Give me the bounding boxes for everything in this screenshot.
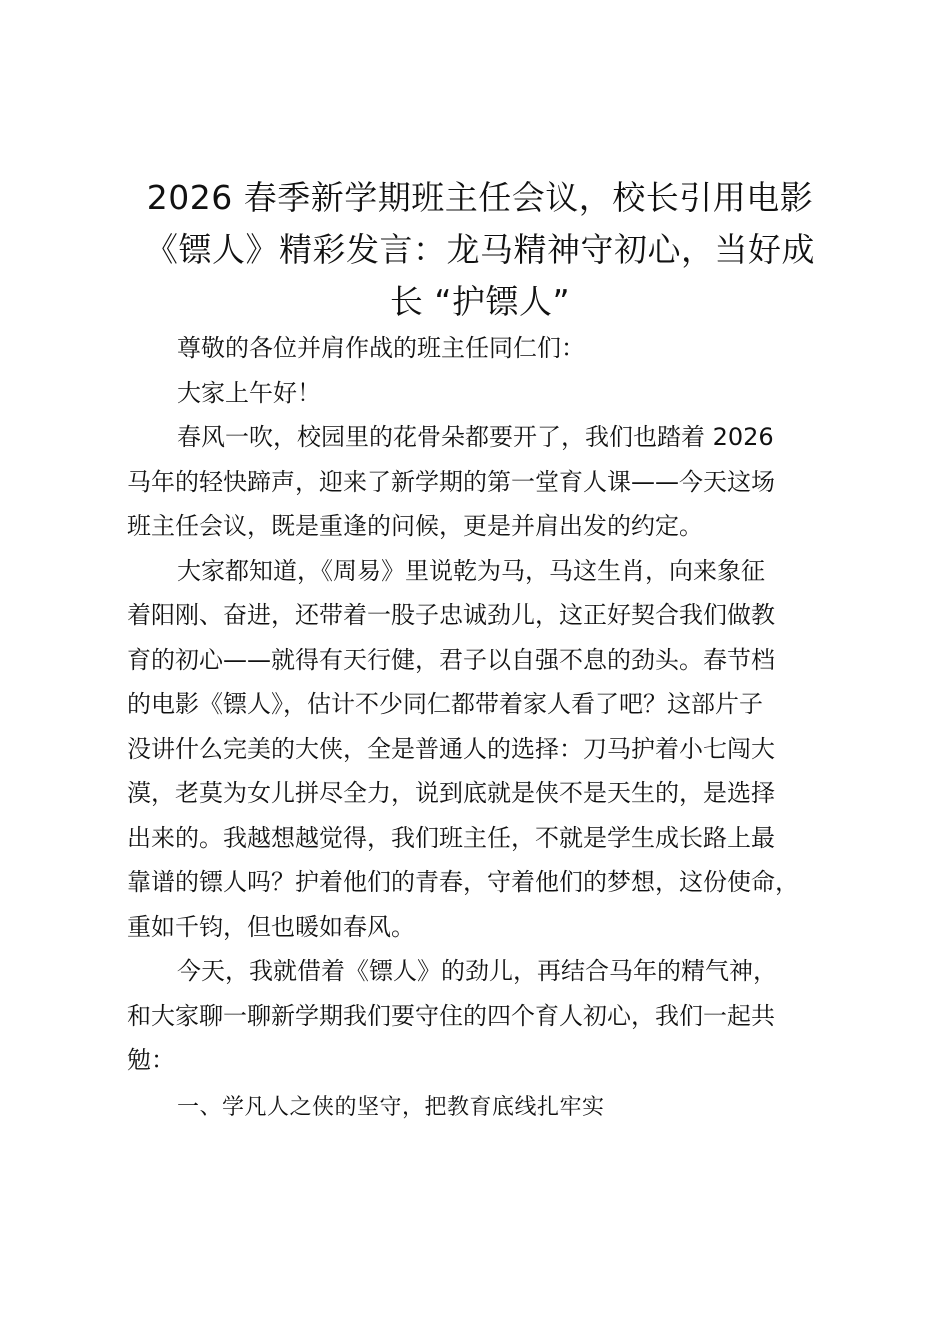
paragraph-line: 今天，我就借着《镖人》的劲儿，再结合马年的精气神， bbox=[177, 957, 777, 985]
paragraph-line: 尊敬的各位并肩作战的班主任同仁们： bbox=[177, 334, 585, 362]
title-line: 2026 春季新学期班主任会议，校长引用电影 bbox=[146, 178, 814, 217]
salutation-paragraph bbox=[127, 326, 852, 371]
section-heading: 一、学凡人之侠的坚守，把教育底线扎牢实 bbox=[177, 1095, 605, 1120]
paragraph-line: 没讲什么完美的大侠，全是普通人的选择：刀马护着小七闯大 bbox=[127, 734, 775, 763]
paragraph-line: 春风一吹，校园里的花骨朵都要开了，我们也踏着 2026 bbox=[177, 423, 774, 451]
paragraph-line: 出来的。我越想越觉得，我们班主任，不就是学生成长路上最 bbox=[127, 823, 775, 852]
greeting-paragraph bbox=[127, 371, 852, 416]
document-body bbox=[127, 326, 852, 1083]
paragraph-line: 漠，老莫为女儿拼尽全力，说到底就是侠不是天生的，是选择 bbox=[127, 779, 775, 807]
paragraph-line: 靠谱的镖人吗？护着他们的青春，守着他们的梦想，这份使命， bbox=[127, 868, 799, 896]
paragraph-line: 勉： bbox=[127, 1046, 175, 1074]
body-paragraph bbox=[127, 549, 852, 950]
paragraph-line: 育的初心——就得有天行健，君子以自强不息的劲头。春节档 bbox=[127, 645, 775, 674]
title-line: 《镖人》精彩发言：龙马精神守初心，当好成 bbox=[145, 230, 815, 269]
paragraph-line: 大家都知道，《周易》里说乾为马，马这生肖，向来象征 bbox=[177, 556, 765, 585]
title-line: 长 “护镖人” bbox=[389, 282, 571, 321]
paragraph-line: 和大家聊一聊新学期我们要守住的四个育人初心，我们一起共 bbox=[127, 1001, 775, 1030]
paragraph-line: 重如千钧，但也暖如春风。 bbox=[127, 912, 415, 941]
paragraph-line: 的电影《镖人》，估计不少同仁都带着家人看了吧？这部片子 bbox=[127, 690, 763, 718]
body-paragraph bbox=[127, 949, 852, 1083]
document-title bbox=[100, 172, 860, 328]
body-paragraph bbox=[127, 415, 852, 549]
paragraph-line: 大家上午好！ bbox=[177, 378, 321, 407]
paragraph-line: 着阳刚、奋进，还带着一股子忠诚劲儿，这正好契合我们做教 bbox=[127, 601, 775, 629]
paragraph-line: 班主任会议，既是重逢的问候，更是并肩出发的约定。 bbox=[127, 512, 703, 540]
paragraph-line: 马年的轻快蹄声，迎来了新学期的第一堂育人课——今天这场 bbox=[127, 467, 775, 496]
